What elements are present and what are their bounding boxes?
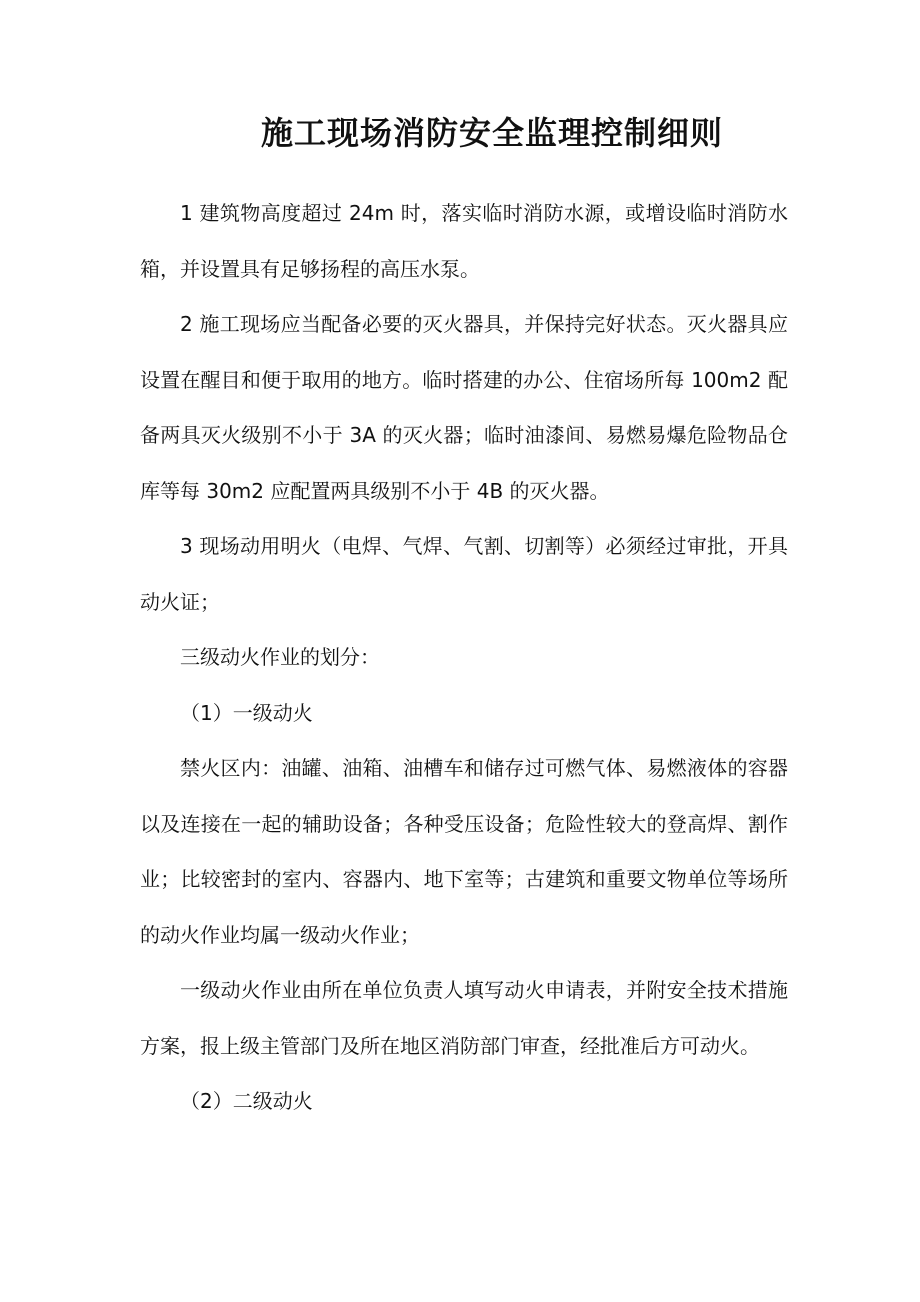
paragraph-level-one-approval: 一级动火作业由所在单位负责人填写动火申请表，并附安全技术措施方案，报上级主管部门及所在地区消防部门审查，经批准后方可动火。 xyxy=(140,978,788,1058)
paragraph-water-source: 1 建筑物高度超过 24m 时，落实临时消防水源，或增设临时消防水箱，并设置具有足够扬程的高压水泵。 xyxy=(140,201,788,281)
paragraph-extinguishers: 2 施工现场应当配备必要的灭火器具，并保持完好状态。灭火器具应设置在醒目和便于取用的地方。临时搭建的办公、住宿场所每 100m2 配备两具灭火级别不小于 3A 的灭火器；临时油漆间、易燃易爆危险物品仓库等每 30m2 应配置两具级别不小于 4B 的灭火器。 xyxy=(140,312,788,503)
paragraph-classification-heading: 三级动火作业的划分： xyxy=(180,645,380,669)
paragraph-level-two-heading: （2）二级动火 xyxy=(180,1089,313,1113)
document-body xyxy=(140,186,788,1130)
paragraph-level-one-heading: （1）一级动火 xyxy=(180,700,313,725)
document-title: 施工现场消防安全监理控制细则 xyxy=(260,114,723,152)
paragraph-level-one-scope: 禁火区内：油罐、油箱、油槽车和储存过可燃气体、易燃液体的容器以及连接在一起的辅助设备；各种受压设备；危险性较大的登高焊、割作业；比较密封的室内、容器内、地下室等；古建筑和重要文物单位等场所的动火作业均属一级动火作业； xyxy=(140,756,788,947)
paragraph-open-flame: 3 现场动用明火（电焊、气焊、气割、切割等）必须经过审批，开具动火证； xyxy=(140,534,788,614)
